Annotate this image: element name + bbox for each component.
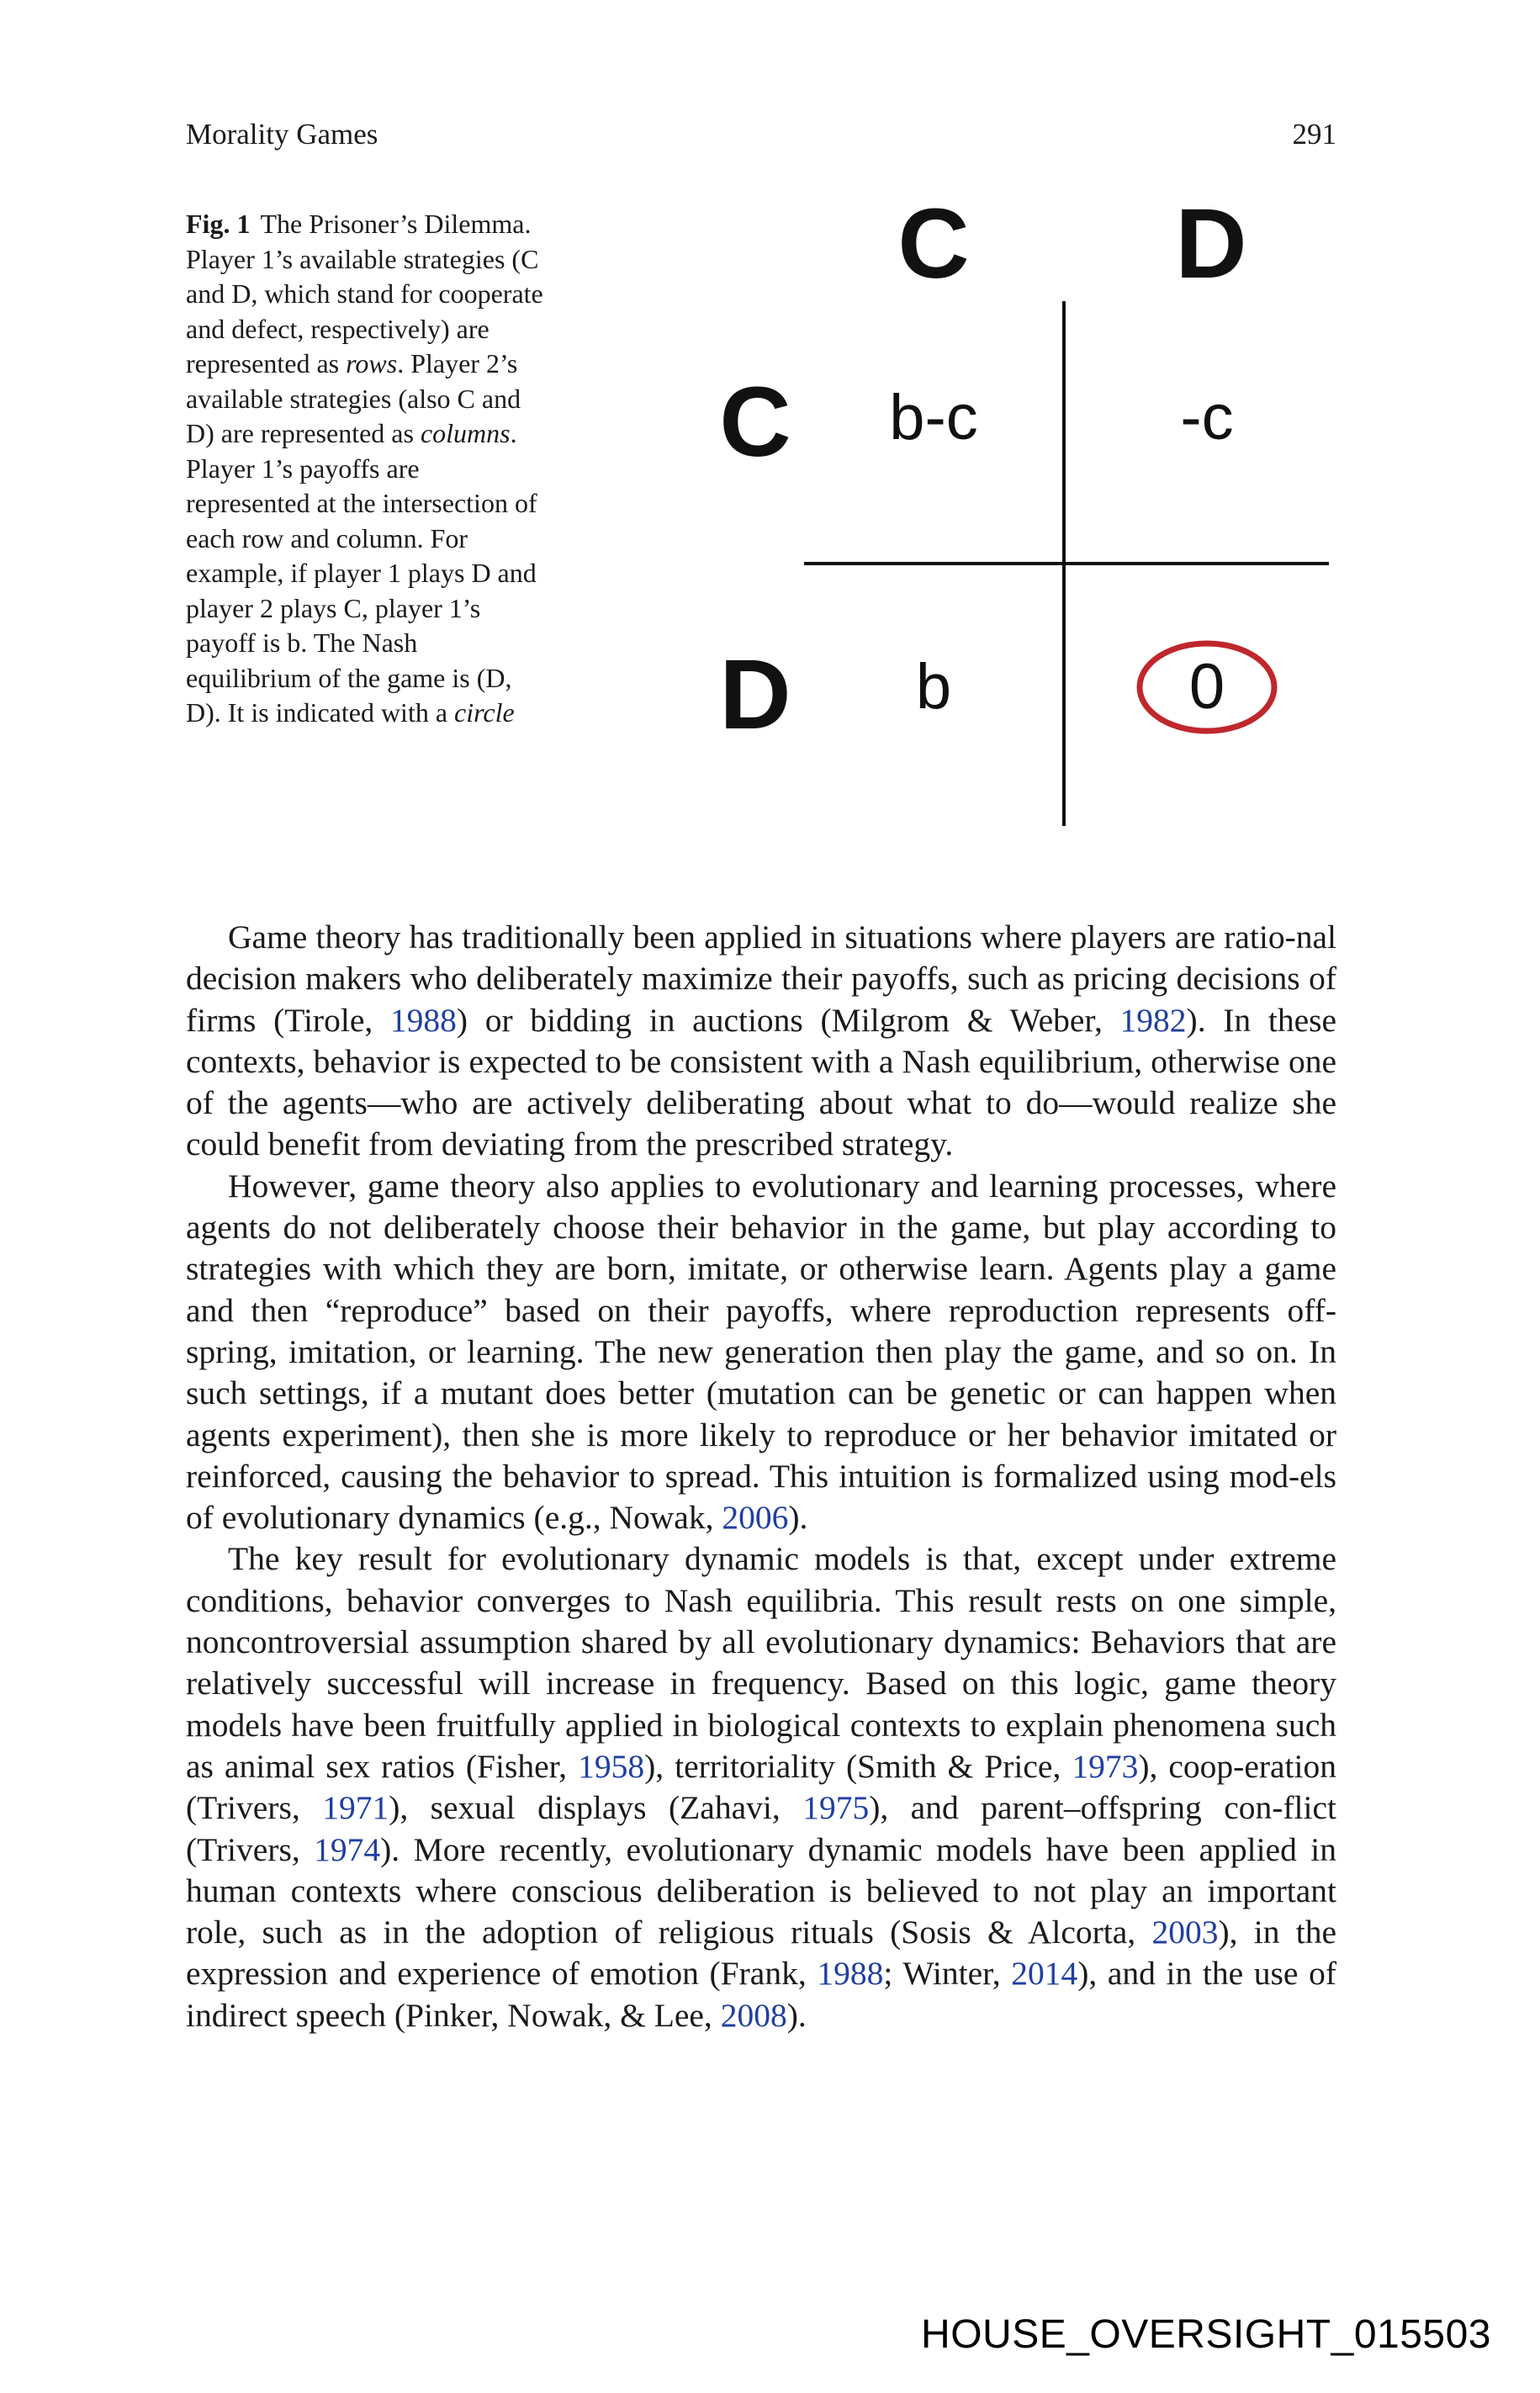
paragraph-3 bbox=[186, 1538, 1336, 2036]
citation-link[interactable]: 2003 bbox=[1151, 1914, 1219, 1951]
body-text bbox=[186, 917, 1336, 2036]
citation-link[interactable]: 1973 bbox=[1072, 1747, 1139, 1785]
row-label-d: D bbox=[719, 639, 791, 750]
citation-link[interactable]: 1974 bbox=[314, 1830, 381, 1868]
text-run: ). More recently, evolutionary dynamic models have been applied in human contexts where conscious deliberation is believed to not play an important role, such as in the adoption of religious rituals (Sosis & Alcorta, bbox=[186, 1830, 1336, 1951]
payoff-dc: b bbox=[915, 651, 952, 723]
paragraph-1 bbox=[186, 917, 1336, 1166]
citation-link[interactable]: 1975 bbox=[802, 1789, 870, 1827]
text-run: ), in the expression and experience of emotion (Frank, bbox=[186, 1914, 1336, 1993]
text-run: ). bbox=[788, 1499, 808, 1537]
citation-link[interactable]: 2008 bbox=[720, 1996, 787, 2034]
document-stamp: HOUSE_OVERSIGHT_015503 bbox=[921, 2312, 1491, 2357]
figure-caption bbox=[186, 207, 548, 731]
citation-link[interactable]: 1988 bbox=[817, 1955, 884, 1993]
caption-run: . Player 1’s payoffs are represented at the intersection of each row and column. For example, if player 1 plays D and player 2 plays C, player 1’s payoff is b. The Nash equilibrium of the game is (D, D). It is indicated with a bbox=[186, 418, 537, 728]
text-run: ). bbox=[786, 1996, 807, 2034]
citation-link[interactable]: 1982 bbox=[1119, 1001, 1187, 1039]
citation-link[interactable]: 1988 bbox=[389, 1001, 457, 1039]
text-run: ). In these contexts, behavior is expected to be consistent with a Nash equilibrium, otherwise one of the agents—who are actively deliberating about what to do—would realize she could benefit from deviating from the prescribed strategy. bbox=[186, 1001, 1337, 1163]
row-label-c: C bbox=[719, 367, 791, 478]
caption-emphasis: circle bbox=[454, 697, 515, 728]
figure-caption-text bbox=[186, 209, 543, 728]
payoff-cc: b-c bbox=[889, 382, 978, 453]
text-run: However, game theory also applies to evolutionary and learning processes, where agents do not deliberately choose their behavior in the game, but play according to strategies with which they are born, imitate, or otherwise learn. Agents play a game and then “reproduce” based on their payoffs, where reproduction represents off-spring, imitation, or learning. The new generation then play the game, and so on. In such settings, if a mutant does better (mutation can be genetic or can happen when agents experiment), then she is more likely to reproduce or her behavior imitated or reinforced, causing the behavior to spread. This intuition is formalized using mod-els of evolutionary dynamics (e.g., Nowak, bbox=[186, 1167, 1336, 1537]
running-head bbox=[186, 118, 1336, 160]
text-run: Game theory has traditionally been applied in situations where players are ratio-nal decision makers who deliberately maximize their payoffs, such as pricing decisions of firms (Tirole, bbox=[186, 919, 1336, 1039]
caption-emphasis: rows bbox=[346, 348, 398, 379]
column-label-c: C bbox=[897, 193, 970, 299]
text-run: ), territoriality (Smith & Price, bbox=[644, 1747, 1072, 1785]
citation-link[interactable]: 2014 bbox=[1011, 1955, 1078, 1993]
text-run: The key result for evolutionary dynamic models is that, except under extreme conditions, behavior converges to Nash equilibria. This result rests on one simple, noncontroversial assumption shared by all evolutionary dynamics: Behaviors that are relatively successful will increase in frequency. Based on this logic, game theory models have been fruitfully applied in biological contexts to explain phenomena such as animal sex ratios (Fisher, bbox=[186, 1540, 1336, 1785]
text-run: ), coop-eration (Trivers, bbox=[186, 1747, 1336, 1827]
citation-link[interactable]: 1958 bbox=[578, 1747, 645, 1785]
figure-label: Fig. 1 bbox=[186, 209, 251, 239]
payoff-matrix bbox=[706, 193, 1346, 833]
page-number: 291 bbox=[1292, 118, 1336, 151]
text-run: ; Winter, bbox=[883, 1955, 1012, 1993]
caption-emphasis: columns bbox=[420, 418, 511, 448]
citation-link[interactable]: 1971 bbox=[322, 1789, 389, 1827]
caption-run: The Prisoner’s Dilemma. Player 1’s available strategies (C and D, which stand for cooperate and defect, respectively) are represented as bbox=[186, 209, 543, 379]
text-run: ), and parent–offspring con-flict (Trivers, bbox=[186, 1789, 1336, 1868]
citation-link[interactable]: 2006 bbox=[722, 1499, 789, 1537]
caption-run: . Player 2’s available strategies (also C and D) are represented as bbox=[186, 348, 521, 448]
text-run: ) or bidding in auctions (Milgrom & Weber, bbox=[456, 1001, 1120, 1039]
paragraph-2 bbox=[186, 1166, 1336, 1539]
text-run: ), and in the use of indirect speech (Pinker, Nowak, & Lee, bbox=[186, 1955, 1336, 2034]
payoff-dd: 0 bbox=[1188, 651, 1225, 723]
payoff-cd: -c bbox=[1180, 382, 1234, 453]
running-head-title: Morality Games bbox=[186, 118, 378, 151]
column-label-d: D bbox=[1175, 193, 1247, 299]
text-run: ), sexual displays (Zahavi, bbox=[389, 1789, 803, 1827]
